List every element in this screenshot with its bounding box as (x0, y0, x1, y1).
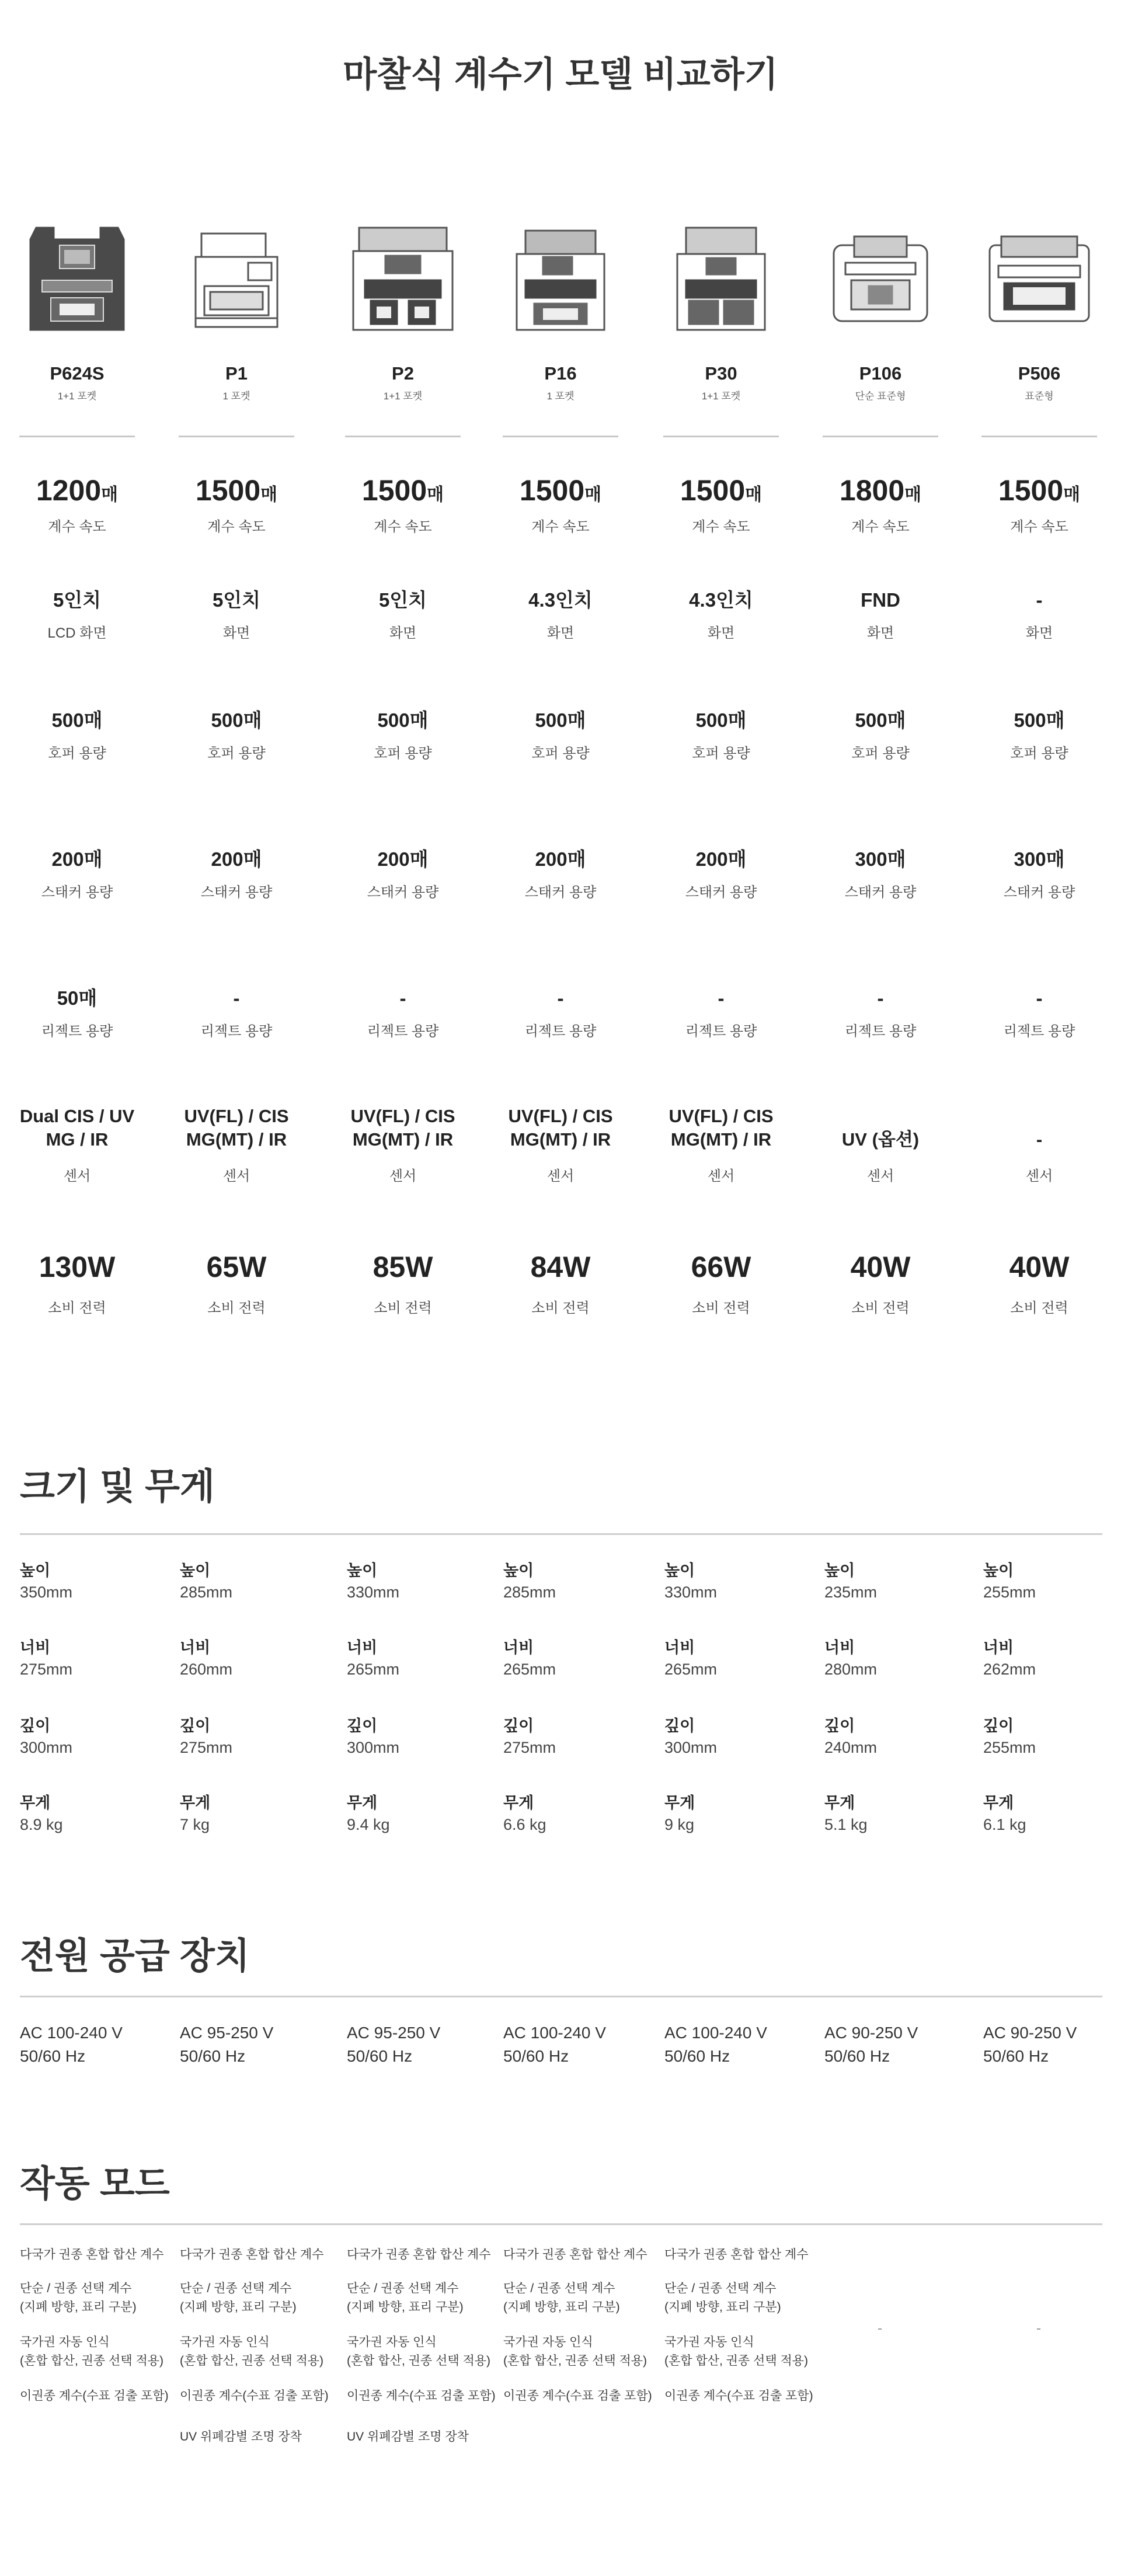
speed-number: 1500 (680, 474, 746, 507)
hopper-value: 500매 (535, 709, 586, 731)
dimension-value: 7 kg (180, 1816, 210, 1833)
power-value: 84W (530, 1251, 591, 1283)
sensor-value: MG(MT) / IR (510, 1129, 611, 1150)
mode-item: 단순 / 권종 선택 계수 (347, 2282, 459, 2295)
speed-unit: 매 (584, 485, 602, 504)
power-supply-value: 50/60 Hz (824, 2047, 890, 2065)
mode-item: (지폐 방향, 표리 구분) (20, 2300, 137, 2314)
model-divider (823, 436, 938, 437)
dimension-label: 높이 (664, 1562, 695, 1579)
dimensions-rule (20, 1533, 1102, 1535)
model-subtitle: 1+1 포켓 (701, 391, 741, 402)
stacker-value: 300매 (1014, 848, 1065, 870)
dimension-value: 6.6 kg (503, 1816, 546, 1833)
dimension-label: 무게 (180, 1794, 211, 1812)
dimension-value: 300mm (664, 1739, 718, 1756)
screen-value: FND (861, 589, 900, 611)
dimension-value: 255mm (983, 1739, 1036, 1756)
dimension-label: 무게 (347, 1794, 378, 1812)
mode-item: (혼합 합산, 권종 선택 적용) (20, 2354, 164, 2368)
stacker-label: 스태커 용량 (685, 885, 757, 900)
model-name: P1 (225, 363, 248, 384)
dimension-value: 260mm (180, 1661, 233, 1678)
speed-unit: 매 (1063, 485, 1081, 504)
hopper-label: 호퍼 용량 (374, 746, 432, 761)
mode-item: 다국가 권종 혼합 합산 계수 (503, 2248, 647, 2261)
dimension-value: 265mm (503, 1661, 556, 1678)
mode-item: 이권종 계수(수표 검출 포함) (20, 2389, 169, 2403)
sensor-value: UV(FL) / CIS (508, 1106, 613, 1126)
model-name: P2 (392, 363, 414, 384)
product-image (502, 222, 619, 339)
screen-label: 화면 (222, 625, 250, 641)
dimension-label: 깊이 (824, 1717, 855, 1735)
sensor-value: MG(MT) / IR (670, 1129, 772, 1150)
dimension-label: 너비 (664, 1639, 695, 1656)
speed-number: 1500 (519, 474, 585, 507)
power-value: 40W (1009, 1251, 1070, 1283)
power-supply-rule (20, 1996, 1102, 1997)
sensor-value: MG(MT) / IR (186, 1129, 287, 1150)
product-image (178, 222, 295, 339)
power-supply-value: 50/60 Hz (180, 2047, 246, 2065)
power-label: 소비 전력 (531, 1300, 590, 1316)
speed-unit: 매 (904, 485, 922, 504)
mode-item: 다국가 권종 혼합 합산 계수 (180, 2248, 324, 2261)
sensor-label: 센서 (63, 1168, 91, 1184)
mode-item: (지폐 방향, 표리 구분) (347, 2300, 464, 2314)
dimension-value: 350mm (20, 1583, 73, 1601)
reject-value: - (399, 987, 406, 1009)
screen-label: 화면 (707, 625, 735, 641)
model-divider (179, 436, 294, 437)
power-supply-value: 50/60 Hz (503, 2047, 569, 2065)
dimension-value: 330mm (664, 1583, 718, 1601)
dimension-label: 무게 (983, 1794, 1014, 1812)
mode-item: 국가권 자동 인식 (347, 2335, 437, 2349)
dimension-label: 높이 (180, 1562, 211, 1579)
dimensions-title: 크기 및 무게 (20, 1467, 215, 1507)
power-supply-value: 50/60 Hz (983, 2047, 1049, 2065)
power-value: 40W (850, 1251, 911, 1283)
sensor-value: UV (옵션) (841, 1129, 920, 1150)
speed-value (502, 473, 619, 513)
model-name: P30 (705, 363, 737, 384)
mode-item: 이권종 계수(수표 검출 포함) (664, 2389, 813, 2403)
hopper-label: 호퍼 용량 (207, 746, 266, 761)
dimension-label: 너비 (983, 1639, 1014, 1656)
stacker-value: 200매 (377, 848, 429, 870)
mode-item: 단순 / 권종 선택 계수 (20, 2282, 132, 2295)
hopper-label: 호퍼 용량 (531, 746, 590, 761)
stacker-value: 300매 (855, 848, 906, 870)
power-supply-value: AC 90-250 V (824, 2024, 918, 2042)
power-value: 130W (39, 1251, 116, 1283)
stacker-label: 스태커 용량 (524, 885, 597, 900)
dimension-label: 너비 (180, 1639, 211, 1656)
mode-item: 국가권 자동 인식 (664, 2335, 754, 2349)
dimension-label: 깊이 (20, 1717, 51, 1735)
stacker-label: 스태커 용량 (367, 885, 439, 900)
power-supply-value: 50/60 Hz (347, 2047, 413, 2065)
speed-label: 계수 속도 (531, 519, 590, 535)
model-subtitle: 표준형 (1025, 391, 1054, 402)
reject-value: - (718, 987, 725, 1009)
product-image (981, 222, 1098, 339)
mode-item: UV 위폐감별 조명 장착 (347, 2430, 469, 2443)
dimension-label: 너비 (824, 1639, 855, 1656)
hopper-value: 500매 (1014, 709, 1065, 731)
model-name: P506 (1018, 363, 1061, 384)
dimension-value: 275mm (180, 1739, 233, 1756)
model-subtitle: 1+1 포켓 (57, 391, 97, 402)
speed-number: 1200 (36, 474, 102, 507)
sensor-value: UV(FL) / CIS (184, 1106, 289, 1126)
speed-value (663, 473, 779, 513)
speed-label: 계수 속도 (48, 519, 106, 535)
sensor-value: - (1036, 1129, 1043, 1150)
sensor-label: 센서 (546, 1168, 575, 1184)
reject-label: 리젝트 용량 (367, 1024, 439, 1039)
screen-label: 화면 (866, 625, 894, 641)
speed-value (981, 473, 1098, 513)
dimension-value: 300mm (20, 1739, 73, 1756)
mode-item: (지폐 방향, 표리 구분) (180, 2300, 297, 2314)
dimension-label: 높이 (347, 1562, 378, 1579)
mode-item: (혼합 합산, 권종 선택 적용) (180, 2354, 324, 2368)
dimension-value: 9.4 kg (347, 1816, 390, 1833)
product-image (663, 222, 779, 339)
power-value: 85W (372, 1251, 433, 1283)
speed-number: 1500 (361, 474, 427, 507)
speed-number: 1800 (839, 474, 905, 507)
model-divider (345, 436, 461, 437)
speed-number: 1500 (998, 474, 1064, 507)
screen-value: - (1036, 589, 1043, 611)
reject-value: - (1036, 987, 1043, 1009)
sensor-label: 센서 (866, 1168, 894, 1184)
product-image (19, 222, 135, 339)
dimension-value: 262mm (983, 1661, 1036, 1678)
model-name: P16 (544, 363, 577, 384)
dimension-label: 깊이 (983, 1717, 1014, 1735)
screen-value: 4.3인치 (689, 589, 753, 611)
mode-item: 국가권 자동 인식 (180, 2335, 270, 2349)
empty-mode-marker (1037, 2328, 1040, 2330)
dimension-label: 깊이 (347, 1717, 378, 1735)
power-supply-value: AC 95-250 V (347, 2024, 441, 2042)
dimension-label: 깊이 (664, 1717, 695, 1735)
model-name: P624S (50, 363, 105, 384)
dimension-label: 깊이 (180, 1717, 211, 1735)
mode-item: 이권종 계수(수표 검출 포함) (347, 2389, 496, 2403)
hopper-value: 500매 (377, 709, 429, 731)
sensor-label: 센서 (1025, 1168, 1053, 1184)
power-value: 65W (206, 1251, 267, 1283)
model-subtitle: 1 포켓 (222, 391, 250, 402)
dimension-value: 235mm (824, 1583, 878, 1601)
speed-value (19, 473, 135, 513)
dimension-label: 깊이 (503, 1717, 534, 1735)
dimension-label: 너비 (503, 1639, 534, 1656)
model-divider (663, 436, 779, 437)
dimension-label: 너비 (347, 1639, 378, 1656)
stacker-value: 200매 (211, 848, 262, 870)
power-supply-value: AC 100-240 V (664, 2024, 767, 2042)
mode-item: 단순 / 권종 선택 계수 (503, 2282, 615, 2295)
power-supply-value: AC 100-240 V (503, 2024, 606, 2042)
power-supply-value: 50/60 Hz (664, 2047, 730, 2065)
stacker-label: 스태커 용량 (844, 885, 917, 900)
dimension-label: 무게 (503, 1794, 534, 1812)
power-label: 소비 전력 (1010, 1300, 1068, 1316)
power-label: 소비 전력 (851, 1300, 910, 1316)
hopper-label: 호퍼 용량 (692, 746, 750, 761)
mode-item: UV 위폐감별 조명 장착 (180, 2430, 302, 2443)
screen-label: 화면 (546, 625, 575, 641)
hopper-label: 호퍼 용량 (48, 746, 106, 761)
dimension-value: 5.1 kg (824, 1816, 868, 1833)
mode-item: 이권종 계수(수표 검출 포함) (503, 2389, 652, 2403)
hopper-value: 500매 (211, 709, 262, 731)
dimension-value: 6.1 kg (983, 1816, 1026, 1833)
mode-item: (혼합 합산, 권종 선택 적용) (664, 2354, 809, 2368)
model-divider (981, 436, 1097, 437)
sensor-value: Dual CIS / UV (19, 1106, 135, 1126)
reject-value: - (557, 987, 564, 1009)
speed-number: 1500 (195, 474, 261, 507)
speed-value (178, 473, 295, 513)
sensor-value: MG(MT) / IR (352, 1129, 454, 1150)
speed-label: 계수 속도 (374, 519, 432, 535)
dimension-value: 300mm (347, 1739, 400, 1756)
mode-item: (혼합 합산, 권종 선택 적용) (347, 2354, 491, 2368)
reject-label: 리젝트 용량 (41, 1024, 113, 1039)
dimension-label: 높이 (20, 1562, 51, 1579)
speed-unit: 매 (427, 485, 444, 504)
stacker-value: 200매 (695, 848, 747, 870)
sensor-value: UV(FL) / CIS (669, 1106, 774, 1126)
sensor-value: MG / IR (46, 1129, 109, 1150)
screen-value: 5인치 (378, 589, 427, 611)
mode-item: 단순 / 권종 선택 계수 (180, 2282, 292, 2295)
power-value: 66W (691, 1251, 751, 1283)
dimension-label: 무게 (20, 1794, 51, 1812)
model-subtitle: 단순 표준형 (855, 391, 906, 402)
mode-item: 국가권 자동 인식 (20, 2335, 110, 2349)
mode-item: 다국가 권종 혼합 합산 계수 (664, 2248, 809, 2261)
dimension-label: 높이 (503, 1562, 534, 1579)
sensor-label: 센서 (222, 1168, 250, 1184)
stacker-label: 스태커 용량 (41, 885, 113, 900)
screen-label: LCD 화면 (47, 625, 107, 641)
reject-value: - (877, 987, 884, 1009)
mode-item: (혼합 합산, 권종 선택 적용) (503, 2354, 647, 2368)
dimension-label: 높이 (824, 1562, 855, 1579)
power-label: 소비 전력 (374, 1300, 432, 1316)
hopper-value: 500매 (695, 709, 747, 731)
power-label: 소비 전력 (48, 1300, 106, 1316)
reject-label: 리젝트 용량 (844, 1024, 917, 1039)
screen-value: 5인치 (53, 589, 102, 611)
product-image (344, 222, 461, 339)
hopper-label: 호퍼 용량 (1010, 746, 1068, 761)
dimension-value: 285mm (180, 1583, 233, 1601)
product-image (822, 222, 939, 339)
reject-value: 50매 (57, 987, 98, 1009)
stacker-label: 스태커 용량 (1003, 885, 1075, 900)
mode-item: 다국가 권종 혼합 합산 계수 (347, 2248, 491, 2261)
reject-label: 리젝트 용량 (200, 1024, 273, 1039)
dimension-value: 8.9 kg (20, 1816, 63, 1833)
dimension-label: 높이 (983, 1562, 1014, 1579)
speed-unit: 매 (101, 485, 119, 504)
mode-item: 국가권 자동 인식 (503, 2335, 593, 2349)
power-supply-title: 전원 공급 장치 (20, 1936, 250, 1976)
dimension-label: 무게 (824, 1794, 855, 1812)
sensor-label: 센서 (707, 1168, 735, 1184)
mode-item: 이권종 계수(수표 검출 포함) (180, 2389, 329, 2403)
model-subtitle: 1 포켓 (546, 391, 575, 402)
dimension-value: 255mm (983, 1583, 1036, 1601)
empty-mode-marker (878, 2328, 882, 2330)
speed-label: 계수 속도 (207, 519, 266, 535)
screen-value: 4.3인치 (528, 589, 593, 611)
power-supply-value: AC 100-240 V (20, 2024, 123, 2042)
dimension-label: 너비 (20, 1639, 51, 1656)
power-supply-value: 50/60 Hz (20, 2047, 86, 2065)
speed-label: 계수 속도 (851, 519, 910, 535)
power-label: 소비 전력 (207, 1300, 266, 1316)
modes-rule (20, 2223, 1102, 2225)
speed-label: 계수 속도 (1010, 519, 1068, 535)
screen-label: 화면 (1025, 625, 1053, 641)
dimension-value: 265mm (347, 1661, 400, 1678)
dimension-value: 275mm (20, 1661, 73, 1678)
power-supply-value: AC 90-250 V (983, 2024, 1077, 2042)
reject-label: 리젝트 용량 (524, 1024, 597, 1039)
hopper-value: 500매 (51, 709, 103, 731)
dimension-value: 240mm (824, 1739, 878, 1756)
model-name: P106 (859, 363, 902, 384)
mode-item: (지폐 방향, 표리 구분) (503, 2300, 620, 2314)
reject-label: 리젝트 용량 (1003, 1024, 1075, 1039)
screen-value: 5인치 (212, 589, 261, 611)
dimension-value: 280mm (824, 1661, 878, 1678)
dimension-value: 265mm (664, 1661, 718, 1678)
dimension-value: 275mm (503, 1739, 556, 1756)
hopper-label: 호퍼 용량 (851, 746, 910, 761)
speed-value (344, 473, 461, 513)
model-subtitle: 1+1 포켓 (383, 391, 423, 402)
modes-title: 작동 모드 (20, 2164, 170, 2204)
speed-label: 계수 속도 (692, 519, 750, 535)
stacker-value: 200매 (51, 848, 103, 870)
mode-item: (지폐 방향, 표리 구분) (664, 2300, 781, 2314)
dimension-label: 무게 (664, 1794, 695, 1812)
screen-label: 화면 (389, 625, 417, 641)
dimension-value: 285mm (503, 1583, 556, 1601)
sensor-value: UV(FL) / CIS (350, 1106, 455, 1126)
model-divider (503, 436, 618, 437)
page-title: 마찰식 계수기 모델 비교하기 (343, 55, 778, 94)
speed-value (822, 473, 939, 513)
power-supply-value: AC 95-250 V (180, 2024, 274, 2042)
stacker-value: 200매 (535, 848, 586, 870)
speed-unit: 매 (260, 485, 278, 504)
reject-value: - (233, 987, 240, 1009)
power-label: 소비 전력 (692, 1300, 750, 1316)
model-divider (19, 436, 135, 437)
sensor-label: 센서 (389, 1168, 417, 1184)
hopper-value: 500매 (855, 709, 906, 731)
mode-item: 다국가 권종 혼합 합산 계수 (20, 2248, 164, 2261)
dimension-value: 9 kg (664, 1816, 695, 1833)
dimension-value: 330mm (347, 1583, 400, 1601)
reject-label: 리젝트 용량 (685, 1024, 757, 1039)
mode-item: 단순 / 권종 선택 계수 (664, 2282, 777, 2295)
stacker-label: 스태커 용량 (200, 885, 273, 900)
speed-unit: 매 (745, 485, 763, 504)
